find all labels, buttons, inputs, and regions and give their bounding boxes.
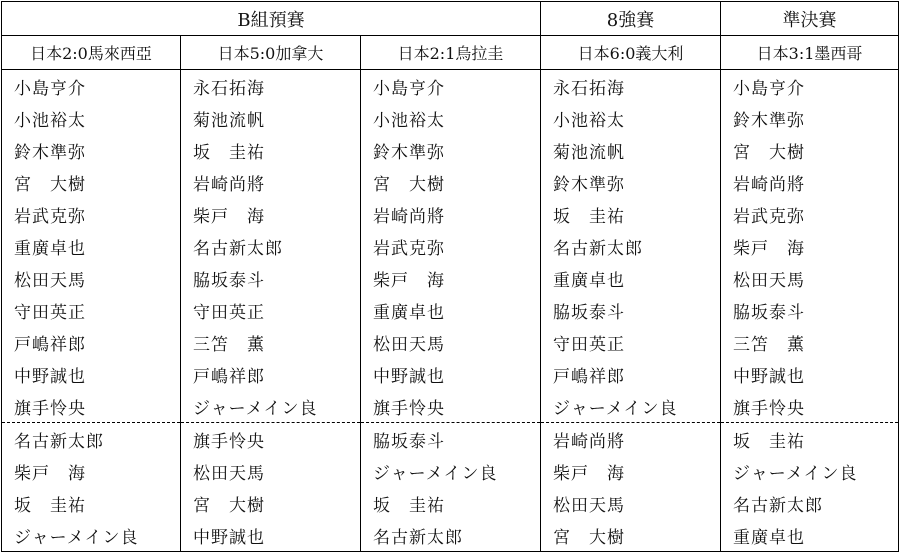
starter-name: 小島亨介 [361,70,541,103]
starter-name: 菊池流帆 [541,134,721,166]
starter-name: 守田英正 [181,294,361,326]
starter-name: 柴戸 海 [721,230,899,262]
starter-name: 戸嶋祥郎 [2,326,181,358]
starter-name: 脇坂泰斗 [181,262,361,294]
substitute-name: 宮 大樹 [541,519,721,552]
starter-name: 柴戸 海 [361,262,541,294]
starter-name: 戸嶋祥郎 [541,358,721,390]
stage-header-group-b: B組預賽 [2,2,541,36]
substitute-name: 坂 圭祐 [361,487,541,519]
substitute-name: 名古新太郎 [2,423,181,456]
starter-row [2,166,899,198]
starter-name: 小池裕太 [541,102,721,134]
starter-name: 岩武克弥 [2,198,181,230]
starter-row [2,390,899,423]
starter-name: 岩武克弥 [721,198,899,230]
substitute-row [2,455,899,487]
match-header: 日本5:0加拿大 [181,36,361,70]
starter-name: 宮 大樹 [2,166,181,198]
starter-name: 松田天馬 [361,326,541,358]
starter-name: 鈴木準弥 [541,166,721,198]
starter-name: 中野誠也 [721,358,899,390]
lineup-table [1,1,899,552]
starter-row [2,102,899,134]
substitute-name: ジャーメイン良 [721,455,899,487]
substitute-name: 重廣卓也 [721,519,899,552]
table-header [2,2,899,70]
starter-row [2,294,899,326]
substitute-name: 名古新太郎 [361,519,541,552]
starter-name: 三笘 薫 [721,326,899,358]
starter-name: 旗手怜央 [721,390,899,423]
substitute-name: 松田天馬 [541,487,721,519]
match-header: 日本3:1墨西哥 [721,36,899,70]
starter-name: ジャーメイン良 [541,390,721,423]
starter-name: 宮 大樹 [361,166,541,198]
table-body [2,70,899,552]
starter-name: 小池裕太 [2,102,181,134]
stage-row [2,2,899,36]
starter-name: 柴戸 海 [181,198,361,230]
starter-name: 中野誠也 [2,358,181,390]
starter-name: 重廣卓也 [541,262,721,294]
substitute-name: 松田天馬 [181,455,361,487]
stage-header-semifinal: 準決賽 [721,2,899,36]
starter-name: 脇坂泰斗 [541,294,721,326]
starter-name: 重廣卓也 [361,294,541,326]
starter-name: 脇坂泰斗 [721,294,899,326]
starter-name: 戸嶋祥郎 [181,358,361,390]
starter-name: 小島亨介 [2,70,181,103]
substitute-name: 岩崎尚將 [541,423,721,456]
substitute-name: ジャーメイン良 [2,519,181,552]
starter-name: 永石拓海 [541,70,721,103]
starter-row [2,70,899,103]
starter-name: 小島亨介 [721,70,899,103]
starter-name: 岩武克弥 [361,230,541,262]
starter-name: 中野誠也 [361,358,541,390]
starter-name: 松田天馬 [721,262,899,294]
starter-name: 鈴木準弥 [361,134,541,166]
match-header: 日本2:1烏拉圭 [361,36,541,70]
substitute-name: 中野誠也 [181,519,361,552]
starter-name: 鈴木準弥 [721,102,899,134]
starter-name: 宮 大樹 [721,134,899,166]
starter-name: 永石拓海 [181,70,361,103]
substitute-row [2,519,899,552]
substitute-name: 脇坂泰斗 [361,423,541,456]
starter-name: 鈴木準弥 [2,134,181,166]
starter-name: 岩崎尚將 [721,166,899,198]
starter-name: 菊池流帆 [181,102,361,134]
substitute-name: 名古新太郎 [721,487,899,519]
starter-name: 名古新太郎 [181,230,361,262]
starter-name: 岩崎尚將 [181,166,361,198]
substitute-name: 柴戸 海 [541,455,721,487]
substitute-name: 坂 圭祐 [721,423,899,456]
starter-name: 守田英正 [2,294,181,326]
starter-name: ジャーメイン良 [181,390,361,423]
starter-row [2,326,899,358]
starter-name: 坂 圭祐 [541,198,721,230]
starter-row [2,262,899,294]
starter-name: 旗手怜央 [2,390,181,423]
match-header: 日本6:0義大利 [541,36,721,70]
starter-row [2,134,899,166]
match-row [2,36,899,70]
starter-name: 重廣卓也 [2,230,181,262]
starter-name: 旗手怜央 [361,390,541,423]
substitute-name: ジャーメイン良 [361,455,541,487]
match-header: 日本2:0馬來西亞 [2,36,181,70]
starter-name: 小池裕太 [361,102,541,134]
starter-row [2,230,899,262]
starter-row [2,358,899,390]
starter-name: 守田英正 [541,326,721,358]
substitute-name: 柴戸 海 [2,455,181,487]
stage-header-quarterfinal: 8強賽 [541,2,721,36]
substitute-name: 宮 大樹 [181,487,361,519]
starter-name: 松田天馬 [2,262,181,294]
starter-name: 坂 圭祐 [181,134,361,166]
starter-name: 岩崎尚將 [361,198,541,230]
substitute-row [2,487,899,519]
starter-name: 三笘 薫 [181,326,361,358]
substitute-row [2,423,899,456]
starter-name: 名古新太郎 [541,230,721,262]
substitute-name: 坂 圭祐 [2,487,181,519]
starter-row [2,198,899,230]
substitute-name: 旗手怜央 [181,423,361,456]
